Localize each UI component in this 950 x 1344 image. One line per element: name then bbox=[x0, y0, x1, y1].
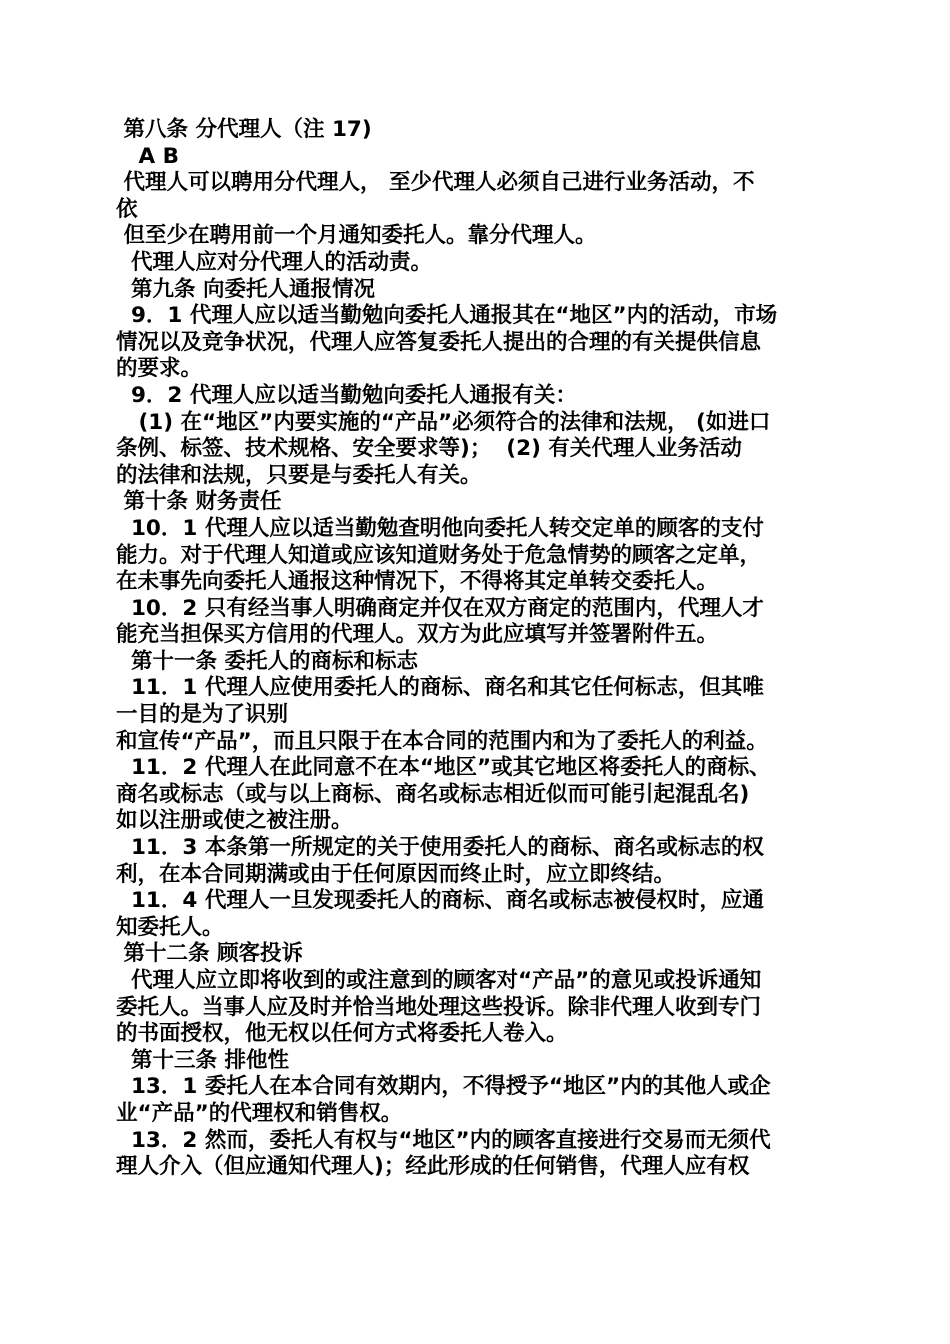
article-10-heading: 第十条 财务责任 bbox=[116, 489, 282, 515]
clause-13-2: 13．2 然而，委托人有权与“地区”内的顾客直接进行交易而无须代 bbox=[116, 1127, 771, 1153]
article-13-heading: 第十三条 排他性 bbox=[116, 1047, 289, 1073]
text-line: 商名或标志（或与以上商标、商名或标志相近似而可能引起混乱名) bbox=[116, 781, 750, 807]
text-line: 代理人可以聘用分代理人， 至少代理人必须自己进行业务活动，不 bbox=[116, 170, 755, 196]
article-8-heading: 第八条 分代理人（注 17) bbox=[116, 117, 372, 142]
text-line: 依 bbox=[116, 196, 138, 222]
text-line: 的法律和法规，只要是与委托人有关。 bbox=[116, 462, 482, 488]
text-line: 代理人应立即将收到的或注意到的顾客对“产品”的意见或投诉通知 bbox=[116, 968, 762, 993]
text-line: 但至少在聘用前一个月通知委托人。靠分代理人。 bbox=[116, 223, 597, 249]
text-line: 理人介入（但应通知代理人)；经此形成的任何销售，代理人应有权 bbox=[116, 1154, 750, 1180]
article-12-heading: 第十二条 顾客投诉 bbox=[116, 941, 303, 967]
clause-11-3: 11．3 本条第一所规定的关于使用委托人的商标、商名或标志的权 bbox=[116, 835, 764, 861]
text-line: 情况以及竞争状况，代理人应答复委托人提出的合理的有关提供信息 bbox=[116, 329, 762, 355]
clause-11-4: 11．4 代理人一旦发现委托人的商标、商名或标志被侵权时，应通 bbox=[116, 888, 764, 914]
text-line: 代理人应对分代理人的活动责。 bbox=[116, 249, 432, 275]
text-line: 如以注册或使之被注册。 bbox=[116, 808, 353, 834]
text-line: 能充当担保买方信用的代理人。双方为此应填写并签署附件五。 bbox=[116, 622, 719, 648]
article-11-heading: 第十一条 委托人的商标和标志 bbox=[116, 648, 418, 674]
text-line: 能力。对于代理人知道或应该知道财务处于危急情势的顾客之定单， bbox=[116, 542, 762, 568]
clause-13-1: 13．1 委托人在本合同有效期内，不得授予“地区”内的其他人或企 bbox=[116, 1074, 771, 1100]
clause-11-2: 11．2 代理人在此同意不在本“地区”或其它地区将委托人的商标、 bbox=[116, 755, 771, 781]
clause-10-1: 10．1 代理人应以适当勤勉查明他向委托人转交定单的顾客的支付 bbox=[116, 515, 764, 541]
text-line: 一目的是为了识别 bbox=[116, 702, 289, 728]
text-line: 和宣传“产品”，而且只限于在本合同的范围内和为了委托人的利益。 bbox=[116, 728, 768, 754]
clause-9-2: 9．2 代理人应以适当勤勉向委托人通报有关： bbox=[116, 382, 577, 408]
text-line: 在未事先向委托人通报这种情况下，不得将其定单转交委托人。 bbox=[116, 569, 719, 595]
text-line: 业“产品”的代理权和销售权。 bbox=[116, 1100, 403, 1126]
option-letters: A B bbox=[116, 143, 179, 169]
text-line: 的书面授权，他无权以任何方式将委托人卷入。 bbox=[116, 1021, 568, 1047]
text-line: 委托人。当事人应及时并恰当地处理这些投诉。除非代理人收到专门 bbox=[116, 994, 762, 1020]
clause-9-1: 9．1 代理人应以适当勤勉向委托人通报其在“地区”内的活动，市场 bbox=[116, 303, 778, 329]
text-line: 条例、标签、技术规格、安全要求等)； (2) 有关代理人业务活动 bbox=[116, 436, 742, 462]
clause-11-1: 11．1 代理人应使用委托人的商标、商名和其它任何标志，但其唯 bbox=[116, 675, 764, 701]
text-line: 利，在本合同期满或由于任何原因而终止时，应立即终结。 bbox=[116, 861, 676, 887]
text-line: 知委托人。 bbox=[116, 914, 224, 940]
clause-10-2: 10．2 只有经当事人明确商定并仅在双方商定的范围内，代理人才 bbox=[116, 595, 764, 621]
text-line: (1) 在“地区”内要实施的“产品”必须符合的法律和法规， (如进口 bbox=[116, 409, 771, 435]
document-body bbox=[116, 117, 836, 1181]
article-9-heading: 第九条 向委托人通报情况 bbox=[116, 276, 375, 302]
text-line: 的要求。 bbox=[116, 356, 203, 382]
